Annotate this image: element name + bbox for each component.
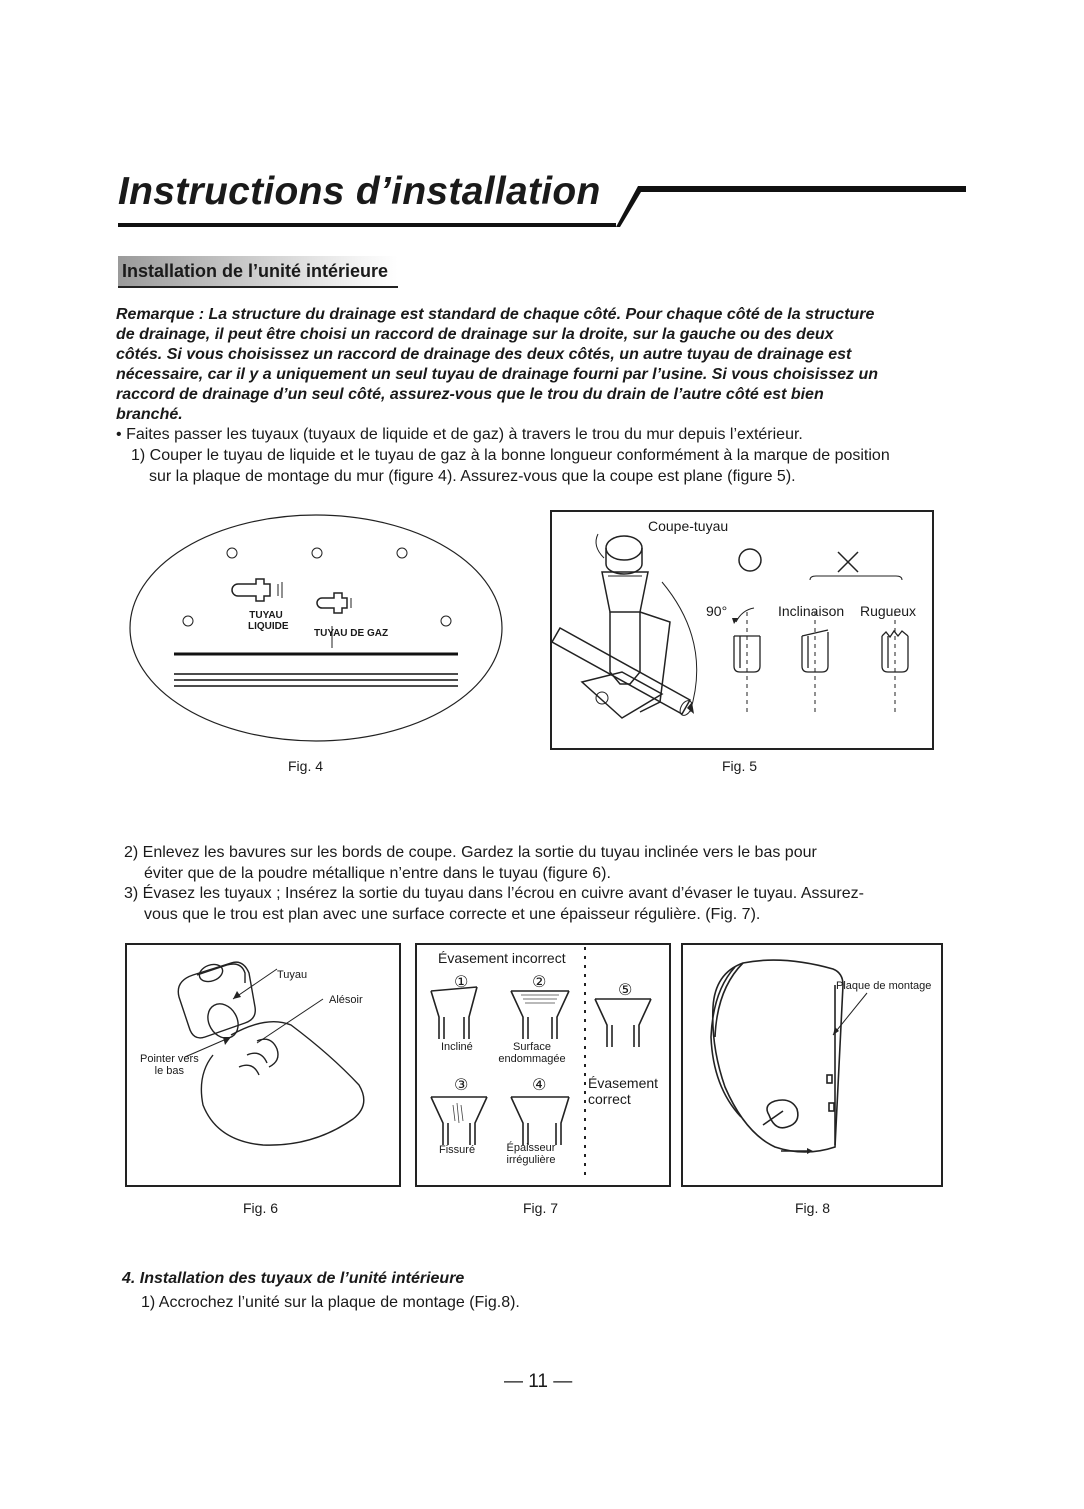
fig7-label-correct-1: Évasement xyxy=(588,1075,659,1091)
fig7-label-surface-1: Surface xyxy=(513,1041,551,1053)
fig7-caption: Fig. 7 xyxy=(523,1200,559,1216)
bullet-text: Faites passer les tuyaux (tuyaux de liquide et de gaz) à travers le trou du mur depuis l’extérieur. xyxy=(126,426,803,443)
bullet-icon: • xyxy=(116,426,122,443)
fig5-label-angle: 90° xyxy=(706,603,728,619)
fig6-label-down-2: le bas xyxy=(154,1065,185,1077)
step-1-line-1: 1) Couper le tuyau de liquide et le tuyau de gaz à la bonne longueur conformément à la marque de position xyxy=(131,447,890,464)
fig4-label-gas: TUYAU DE GAZ xyxy=(314,628,389,639)
section4-number: 4. xyxy=(122,1270,136,1287)
fig7-number-1: ① xyxy=(454,974,469,991)
note-line: nécessaire, car il y a uniquement un seul tuyau de drainage fourni par l’usine. Si vous choisissez un xyxy=(116,366,878,383)
fig7-label-thickness-2: irrégulière xyxy=(506,1154,556,1166)
fig7-label-thickness xyxy=(496,1142,566,1166)
fig6-label-down-1: Pointer vers xyxy=(140,1053,199,1065)
fig8-label-plate: Plaque de montage xyxy=(836,980,932,992)
fig7-label-cracked: Fissuré xyxy=(439,1144,476,1156)
step-3-line-2: vous que le trou est plan avec une surface correcte et une épaisseur régulière. (Fig. 7). xyxy=(144,906,761,923)
fig5-label-cutter: Coupe-tuyau xyxy=(648,518,729,534)
fig4-label-liquid-1: TUYAU xyxy=(249,610,283,621)
fig7-label-correct xyxy=(588,1075,658,1107)
section4-title: Installation des tuyaux de l’unité intérieure xyxy=(139,1270,465,1287)
note-line: raccord de drainage d’un seul côté, assurez-vous que le trou du drain de l’autre côté est bien xyxy=(116,386,824,403)
drainage-note xyxy=(116,305,976,425)
page-title: Instructions d’installation xyxy=(118,170,601,213)
step-1-line-2: sur la plaque de montage du mur (figure 4). Assurez-vous que la coupe est plane (figure 5). xyxy=(149,468,796,485)
step-3-line-1: 3) Évasez les tuyaux ; Insérez la sortie du tuyau dans l’écrou en cuivre avant d’évaser le tuyau. Assurez- xyxy=(124,885,864,902)
fig7-number-4: ④ xyxy=(532,1077,547,1094)
bullet-item xyxy=(116,425,803,445)
note-line: côtés. Si vous choisissez un raccord de drainage des deux côtés, un autre tuyau de drainage est xyxy=(116,346,852,363)
fig7-label-surface xyxy=(494,1041,570,1065)
fig7-number-2: ② xyxy=(532,974,547,991)
step-2-line-1: 2) Enlevez les bavures sur les bords de coupe. Gardez la sortie du tuyau inclinée vers le bas pour xyxy=(124,844,817,861)
title-rule xyxy=(110,180,970,230)
note-line: Remarque : La structure du drainage est standard de chaque côté. Pour chaque côté de la structure xyxy=(116,306,875,323)
fig7-number-3: ③ xyxy=(454,1077,469,1094)
section4-heading xyxy=(122,1270,464,1288)
fig5-pipe-cutter-illustration xyxy=(552,512,930,746)
fig7-label-thickness-1: Épaisseur xyxy=(506,1142,556,1154)
fig7-label-inclined: Incliné xyxy=(441,1041,473,1053)
page-number: — 11 — xyxy=(504,1371,573,1392)
fig7-label-incorrect: Évasement incorrect xyxy=(438,950,566,966)
fig7-label-correct-2: correct xyxy=(588,1091,631,1107)
fig7-label-surface-2: endommagée xyxy=(498,1053,566,1065)
note-line: de drainage, il peut être choisi un raccord de drainage sur la droite, sur la gauche ou des deux xyxy=(116,326,834,343)
fig6-label-reamer: Alésoir xyxy=(329,994,363,1006)
fig5-caption: Fig. 5 xyxy=(722,758,758,774)
fig6-caption: Fig. 6 xyxy=(243,1200,279,1216)
fig7-number-5: ⑤ xyxy=(618,982,633,999)
fig4-label-liquid xyxy=(248,610,289,632)
fig6-label-pipe: Tuyau xyxy=(277,969,308,981)
note-line: branché. xyxy=(116,406,183,423)
fig5-label-rough: Rugueux xyxy=(860,603,917,619)
section-title: Installation de l’unité intérieure xyxy=(118,256,398,288)
step-2-line-2: éviter que de la poudre métallique n’entre dans le tuyau (figure 6). xyxy=(144,865,611,882)
fig4-caption: Fig. 4 xyxy=(288,758,324,774)
fig8-caption: Fig. 8 xyxy=(795,1200,831,1216)
section4-step-1: 1) Accrochez l’unité sur la plaque de montage (Fig.8). xyxy=(141,1294,520,1311)
fig6-label-down xyxy=(140,1053,199,1077)
fig5-label-incline: Inclinaison xyxy=(778,603,845,619)
fig4-label-liquid-2: LIQUIDE xyxy=(248,621,289,632)
